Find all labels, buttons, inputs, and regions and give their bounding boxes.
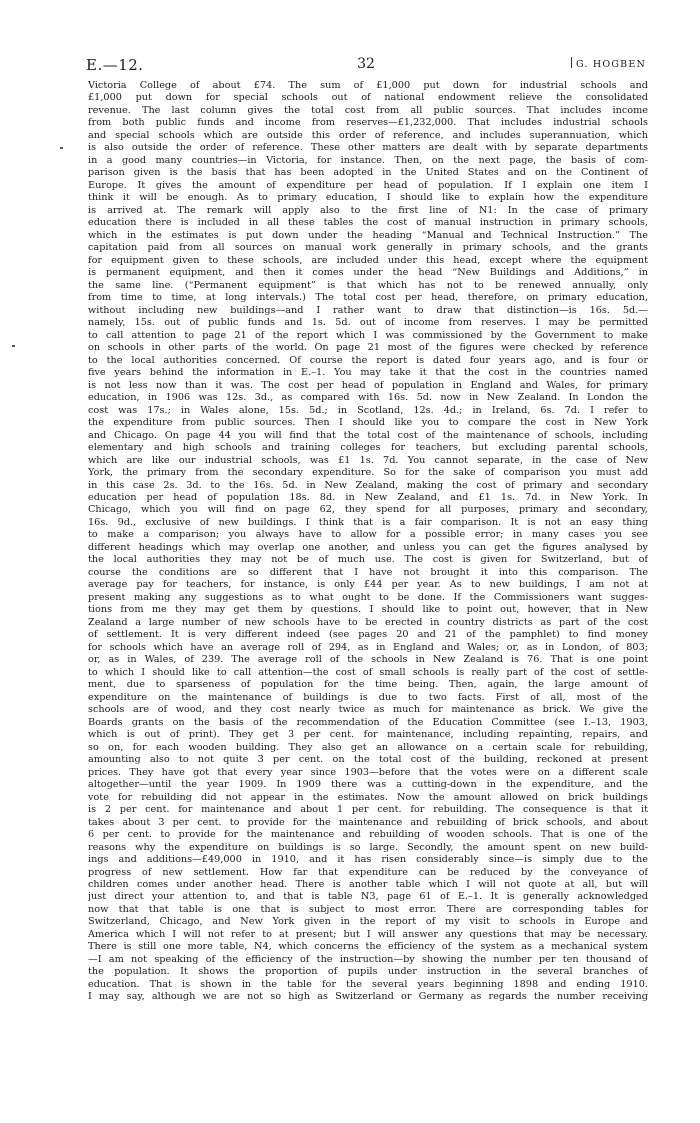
text-line: altogether—until the year 1909. In 1909 there was a cutting-down in the expenditure, and the: [88, 779, 648, 791]
text-line: the population. It shows the proportion of pupils under instruction in the several branches of: [88, 966, 648, 978]
text-line: parison given is the basis that has been adopted in the United States and on the Continent of: [88, 167, 648, 179]
text-line: the local authorities they may not be of much use. The cost is given for Switzerland, but of: [88, 554, 648, 566]
page-number: 32: [357, 56, 375, 72]
bracket-mark: [571, 57, 572, 68]
text-line: schools are of wood, and they cost nearly twice as much for maintenance as brick. We give the: [88, 704, 648, 716]
text-line: for equipment given to these schools, are included under this head, except where the equipment: [88, 254, 648, 266]
text-line: average pay for teachers, for instance, is only £44 per year. As to new buildings, I am not at: [88, 579, 648, 591]
text-line: reasons why the expenditure on buildings is so large. Secondly, the amount spent on new build-: [88, 841, 648, 853]
text-line: capitation paid from all sources on manual work generally in primary schools, and the grants: [88, 242, 648, 254]
text-line: and Chicago. On page 44 you will find that the total cost of the maintenance of schools, including: [88, 429, 648, 441]
text-line: Zealand a large number of new schools have to be erected in country districts as part of the cost: [88, 616, 648, 628]
text-line: to make a comparison; you always have to allow for a possible error; in many cases you see: [88, 529, 648, 541]
text-line: elementary and high schools and training colleges for teachers, but excluding parental schools,: [88, 442, 648, 454]
text-line: in this case 2s. 3d. to the 16s. 5d. in New Zealand, making the cost of primary and secondary: [88, 479, 648, 491]
text-line: which are like our industrial schools, was £1 1s. 7d. You cannot separate, in the case of New: [88, 454, 648, 466]
text-line: Switzerland, Chicago, and New York given in the report of my visit to schools in Europe and: [88, 916, 648, 928]
margin-mark: [12, 345, 15, 347]
margin-mark: [60, 147, 63, 149]
text-line: is permanent equipment, and then it comes under the head “New Buildings and Additions,” in: [88, 267, 648, 279]
speaker-name-text: G. HOGBEN: [576, 59, 646, 70]
text-line: namely, 15s. out of public funds and 1s. 5d. out of income from reserves. I may be permitted: [88, 317, 648, 329]
text-line: to which I should like to call attention—the cost of small schools is really part of the cost of settle-: [88, 666, 648, 678]
text-line: or, as in Wales, of 239. The average roll of the schools in New Zealand is 76. That is one point: [88, 654, 648, 666]
text-line: education there is included in all these tables the cost of manual instruction in primary schools,: [88, 217, 648, 229]
text-line: is arrived at. The remark will apply also to the first line of N1: In the case of primary: [88, 204, 648, 216]
text-line: ings and additions—£49,000 in 1910, and it has risen considerably since—is simply due to the: [88, 854, 648, 866]
text-line: which is out of print). They get 3 per cent. for maintenance, including repainting, repairs, and: [88, 729, 648, 741]
text-line: on schools in other parts of the world. On page 21 most of the figures were checked by reference: [88, 342, 648, 354]
text-line: from both public funds and income from reserves—£1,232,000. That includes industrial schools: [88, 117, 648, 129]
text-line: five years behind the information in E.–1. You may take it that the cost in the countries named: [88, 367, 648, 379]
text-line: to the local authorities concerned. Of course the report is dated four years ago, and is four or: [88, 354, 648, 366]
text-line: think it will be enough. As to primary education, I should like to explain how the expenditure: [88, 192, 648, 204]
text-line: vote for rebuilding did not appear in the estimates. Now the amount allowed on brick buildings: [88, 791, 648, 803]
text-line: the expenditure from public sources. Then I should like you to compare the cost in New York: [88, 417, 648, 429]
text-line: revenue. The last column gives the total cost from all public sources. That includes income: [88, 104, 648, 116]
text-line: —I am not speaking of the efficiency of the instruction—by showing the number per ten thousand of: [88, 953, 648, 965]
text-line: Boards grants on the basis of the recommendation of the Education Committee (see I.–13, 1903,: [88, 716, 648, 728]
text-line: America which I will not refer to at present; but I will answer any questions that may be necessary.: [88, 928, 648, 940]
text-line: different headings which may overlap one another, and unless you can get the figures analysed by: [88, 541, 648, 553]
text-line: in a good many countries—in Victoria, for instance. Then, on the next page, the basis of com-: [88, 154, 648, 166]
text-line: now that that table is one that is subject to most error. There are corresponding tables for: [88, 903, 648, 915]
text-line: for schools which have an average roll of 294, as in England and Wales; or, as in London, of 803;: [88, 641, 648, 653]
text-line: so on, for each wooden building. They also get an allowance on a certain scale for rebuilding,: [88, 741, 648, 753]
text-line: Europe. It gives the amount of expenditure per head of population. If I explain one item I: [88, 179, 648, 191]
text-line: prices. They have got that every year since 1903—before that the votes were on a different scale: [88, 766, 648, 778]
text-line: amounting also to not quite 3 per cent. on the total cost of the building, reckoned at present: [88, 754, 648, 766]
text-line: education, in 1906 was 12s. 3d., as compared with 16s. 5d. now in New Zealand. In London the: [88, 392, 648, 404]
text-line: the same line. (“Permanent equipment” is that which has not to be renewed annually, only: [88, 279, 648, 291]
text-line: education. That is shown in the table for the several years beginning 1898 and ending 1910.: [88, 978, 648, 990]
speaker-name: [571, 57, 646, 70]
text-line: cost was 17s.; in Wales alone, 15s. 5d.; in Scotland, 12s. 4d.; in Ireland, 6s. 7d. I refer to: [88, 404, 648, 416]
text-line: tions from me they may get them by questions. I should like to point out, however, that in New: [88, 604, 648, 616]
text-line: and special schools which are outside this order of reference, and includes superannuation, which: [88, 129, 648, 141]
text-line: takes about 3 per cent. to provide for the maintenance and rebuilding of brick schools, and about: [88, 816, 648, 828]
page-header: [86, 56, 646, 78]
text-line: is also outside the order of reference. These other matters are dealt with by separate departments: [88, 142, 648, 154]
text-line: without including new buildings—and I rather want to draw that distinction—is 16s. 5d.—: [88, 304, 648, 316]
text-line: children comes under another head. There is another table which I will not quote at all, but will: [88, 879, 648, 890]
text-line: Victoria College of about £74. The sum of £1,000 put down for industrial schools and: [88, 80, 648, 91]
section-reference: E.—12.: [86, 56, 144, 74]
body-text: [88, 80, 648, 1004]
text-line: just direct your attention to, and that is table N3, page 61 of E.–1. It is generally acknowledged: [88, 891, 648, 903]
text-line: Chicago, which you will find on page 62, they spend for all purposes, primary and secondary,: [88, 504, 648, 516]
text-line: York, the primary from the secondary expenditure. So for the sake of comparison you must add: [88, 467, 648, 479]
text-line: is not less now than it was. The cost per head of population in England and Wales, for primary: [88, 379, 648, 391]
text-line: which in the estimates is put down under the heading “Manual and Technical Instruction.” The: [88, 229, 648, 241]
text-line: I may say, although we are not so high as Switzerland or Germany as regards the number receiving: [88, 991, 648, 1003]
text-line: from time to time, at long intervals.) The total cost per head, therefore, on primary education,: [88, 292, 648, 304]
text-line: ment, due to sparseness of population for the time being. Then, again, the large amount of: [88, 679, 648, 691]
text-line: is 2 per cent. for maintenance and about 1 per cent. for rebuilding. The consequence is that it: [88, 804, 648, 816]
text-line: 16s. 9d., exclusive of new buildings. I think that is a fair comparison. It is not an easy thing: [88, 516, 648, 528]
text-line: education per head of population 18s. 8d. in New Zealand, and £1 1s. 7d. in New York. In: [88, 491, 648, 503]
text-line: £1,000 put down for special schools out of national endowment relieve the consolidated: [88, 92, 648, 104]
text-line: of settlement. It is very different indeed (see pages 20 and 21 of the pamphlet) to find money: [88, 629, 648, 641]
text-line: expenditure on the maintenance of buildings is due to two facts. First of all, most of the: [88, 691, 648, 703]
text-line: There is still one more table, N4, which concerns the efficiency of the system as a mechanical system: [88, 941, 648, 953]
text-line: 6 per cent. to provide for the maintenance and rebuilding of wooden schools. That is one of the: [88, 829, 648, 841]
text-line: course the conditions are so different that I have not brought it into this comparison. The: [88, 566, 648, 578]
text-line: to call attention to page 21 of the report which I was commissioned by the Government to make: [88, 329, 648, 341]
text-line: progress of new settlement. How far that expenditure can be reduced by the conveyance of: [88, 866, 648, 878]
text-line: present making any suggestions as to what ought to be done. If the Commissioners want sugges-: [88, 591, 648, 603]
